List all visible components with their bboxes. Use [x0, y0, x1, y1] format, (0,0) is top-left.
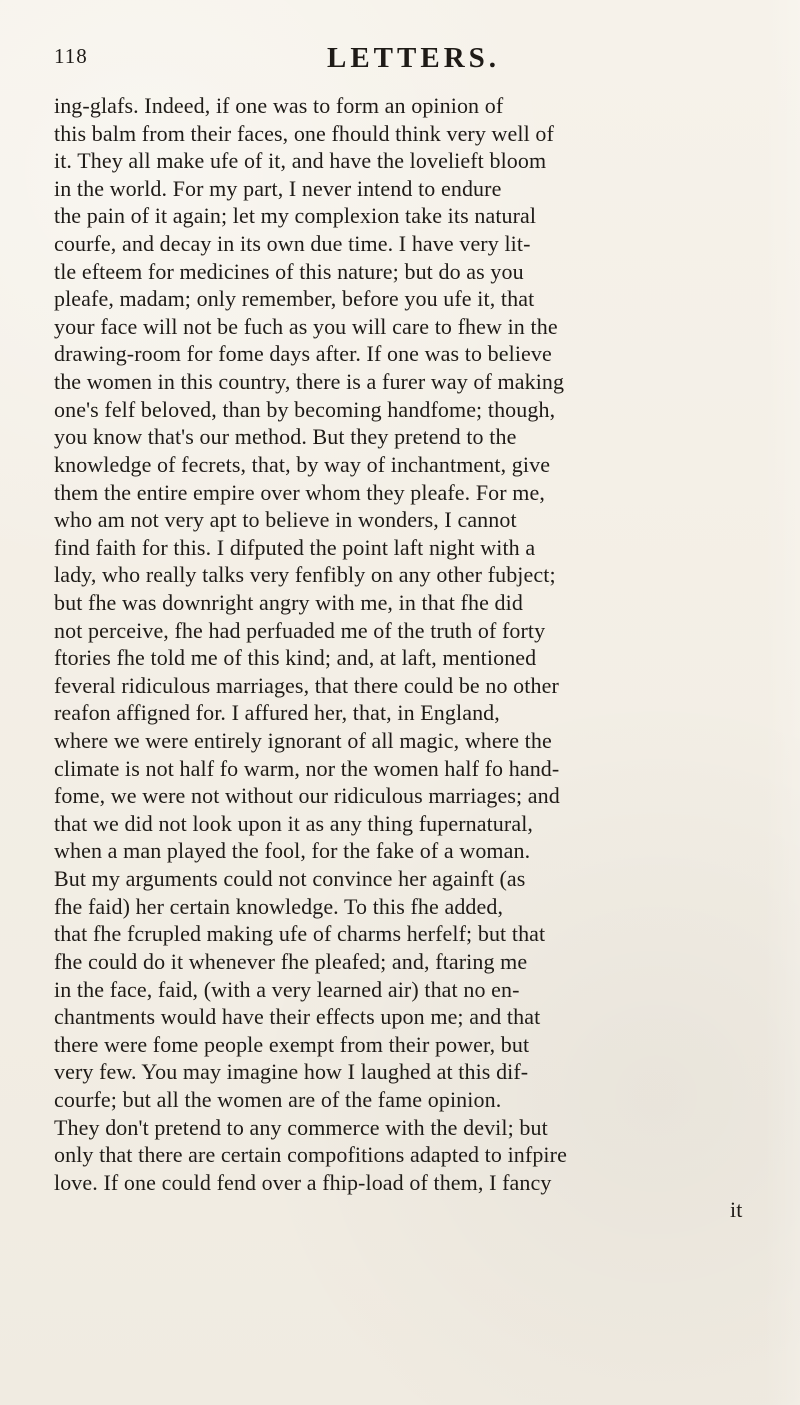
text-line-32: fhe could do it whenever fhe pleafed; and, ftaring me [54, 948, 528, 974]
text-line-4: in the world. For my part, I never intend to endure [54, 175, 502, 201]
text-line-24: where we were entirely ignorant of all magic, where the [54, 728, 552, 754]
letter-body-text [54, 92, 770, 1224]
text-line-2: this balm from their faces, one fhould think very well of [54, 120, 554, 146]
text-line-13: you know that's our method. But they pretend to the [54, 424, 517, 450]
text-line-36: very few. You may imagine how I laughed at this dif- [54, 1059, 529, 1085]
text-line-39: only that there are certain compofitions adapted to infpire [54, 1142, 567, 1168]
text-line-20: not perceive, fhe had perfuaded me of the truth of forty [54, 617, 546, 643]
text-line-9: your face will not be fuch as you will care to fhew in the [54, 313, 558, 339]
text-line-22: feveral ridiculous marriages, that there could be no other [54, 672, 559, 698]
text-line-11: the women in this country, there is a furer way of making [54, 369, 565, 395]
text-line-16: who am not very apt to believe in wonders, I cannot [54, 507, 517, 533]
text-line-37: courfe; but all the women are of the fame opinion. [54, 1086, 502, 1112]
text-line-23: reafon affigned for. I affured her, that, in England, [54, 700, 500, 726]
text-line-15: them the entire empire over whom they pleafe. For me, [54, 479, 545, 505]
text-line-12: one's felf beloved, than by becoming handfome; though, [54, 396, 556, 422]
text-line-6: courfe, and decay in its own due time. I have very lit- [54, 231, 531, 257]
text-line-1: ing-glafs. Indeed, if one was to form an opinion of [54, 93, 504, 118]
text-line-19: but fhe was downright angry with me, in that fhe did [54, 589, 523, 615]
page-header [54, 40, 770, 92]
text-line-27: that we did not look upon it as any thing fupernatural, [54, 810, 534, 836]
text-line-8: pleafe, madam; only remember, before you ufe it, that [54, 286, 535, 312]
text-line-35: there were fome people exempt from their power, but [54, 1031, 530, 1057]
text-line-28: when a man played the fool, for the fake of a woman. [54, 838, 531, 864]
text-line-38: They don't pretend to any commerce with the devil; but [54, 1114, 548, 1140]
text-line-7: tle efteem for medicines of this nature; but do as you [54, 258, 524, 284]
text-line-26: fome, we were not without our ridiculous marriages; and [54, 783, 560, 809]
text-line-40: love. If one could fend over a fhip-load of them, I fancy [54, 1169, 552, 1195]
text-line-3: it. They all make ufe of it, and have the lovelieft bloom [54, 148, 547, 174]
page-number: 118 [54, 44, 88, 68]
catchword: it [730, 1197, 743, 1223]
text-line-5: the pain of it again; let my complexion take its natural [54, 203, 537, 229]
text-line-31: that fhe fcrupled making ufe of charms herfelf; but that [54, 921, 546, 947]
text-line-30: fhe faid) her certain knowledge. To this fhe added, [54, 893, 504, 919]
text-line-25: climate is not half fo warm, nor the women half fo hand- [54, 755, 560, 781]
text-line-18: lady, who really talks very fenfibly on any other fubject; [54, 562, 556, 588]
text-line-29: But my arguments could not convince her againft (as [54, 866, 526, 892]
text-line-14: knowledge of fecrets, that, by way of inchantment, give [54, 451, 551, 477]
text-line-17: find faith for this. I difputed the point laft night with a [54, 534, 536, 560]
running-head: LETTERS. [327, 42, 501, 74]
text-line-33: in the face, faid, (with a very learned air) that no en- [54, 976, 520, 1002]
text-line-10: drawing-room for fome days after. If one was to believe [54, 341, 552, 367]
text-line-34: chantments would have their effects upon me; and that [54, 1004, 541, 1030]
text-line-21: ftories fhe told me of this kind; and, at laft, mentioned [54, 645, 537, 671]
